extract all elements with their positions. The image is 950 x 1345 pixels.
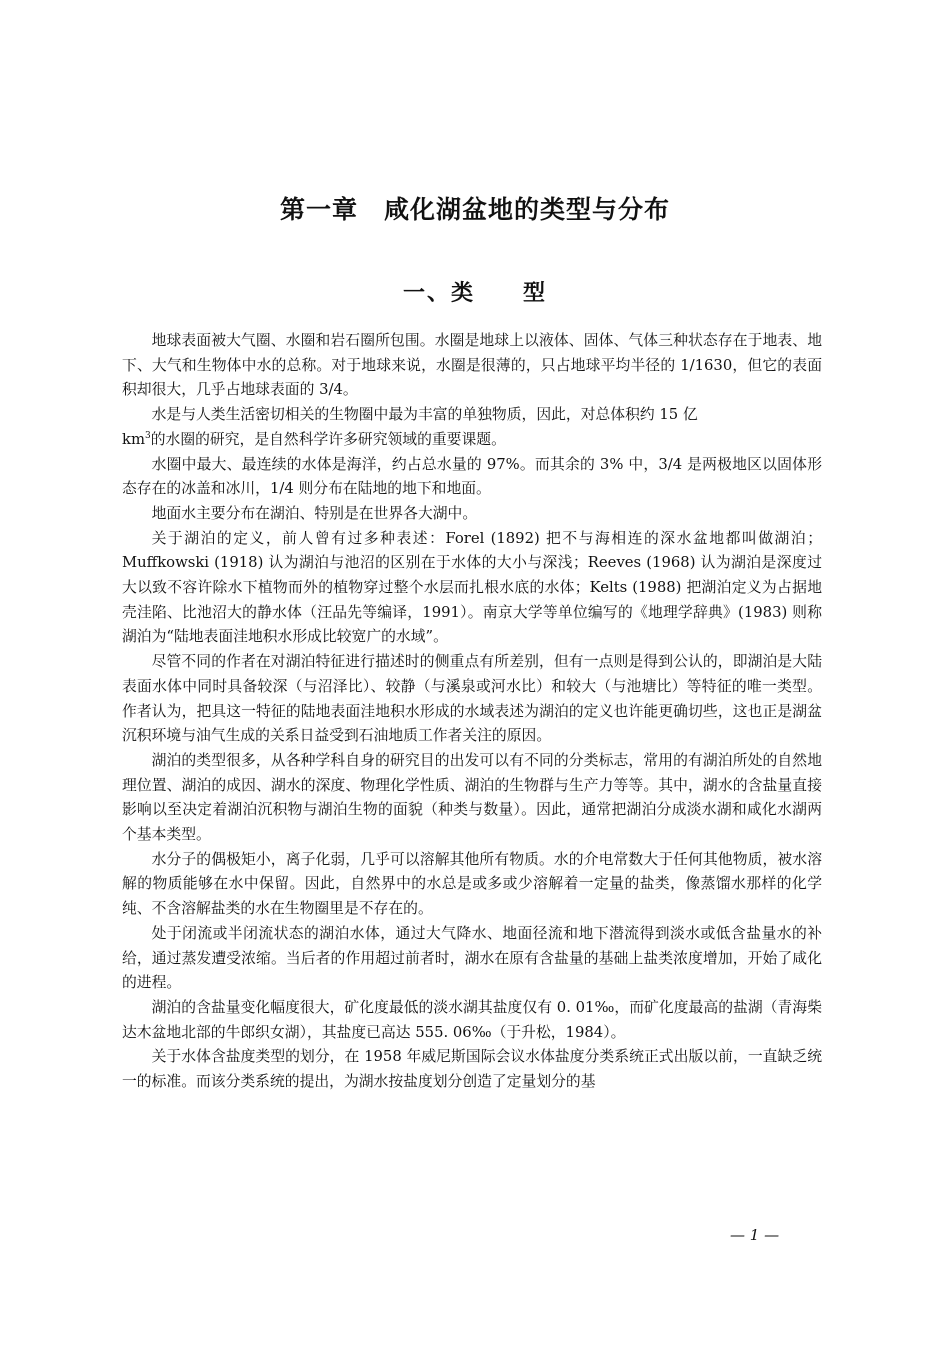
chapter-title: 第一章 咸化湖盆地的类型与分布 [279, 195, 670, 224]
paragraph-water-molecule: 水分子的偶极矩小，离子化弱，几乎可以溶解其他所有物质。水的介电常数大于任何其他物质，被水溶解的物质能够在水中保留。因此，自然界中的水总是或多或少溶解着一定量的盐类，像蒸馏水那样的化学纯、不含溶解盐类的水在生物圈里是不存在的。 [122, 850, 822, 918]
paragraph-hydrosphere: 地球表面被大气圈、水圈和岩石圈所包围。水圈是地球上以液体、固体、气体三种状态存在于地表、地下、大气和生物体中水的总称。对于地球来说，水圈是很薄的，只占地球平均半径的 1/1630，但它的表面积却很大，几乎占地球表面的 3/4。 [122, 332, 822, 399]
paragraph-ocean: 水圈中最大、最连续的水体是海洋，约占总水量的 97%。而其余的 3% 中，3/4 是两极地区以固体形态存在的冰盖和冰川，1/4 则分布在陆地的地下和地面。 [122, 455, 822, 498]
paragraph-classification: 关于水体含盐度类型的划分，在 1958 年威尼斯国际会议水体盐度分类系统正式出版以前，一直缺乏统一的标准。而该分类系统的提出，为湖水按盐度划分创造了定量划分的基 [122, 1048, 822, 1091]
paragraph-salinization: 处于闭流或半闭流状态的湖泊水体，通过大气降水、地面径流和地下潜流得到淡水或低含盐量水的补给，通过蒸发遭受浓缩。当后者的作用超过前者时，湖水在原有含盐量的基础上盐类浓度增加，开始了咸化的进程。 [122, 924, 822, 992]
paragraph-lake-features: 尽管不同的作者在对湖泊特征进行描述时的侧重点有所差别，但有一点则是得到公认的，即湖泊是大陆表面水体中同时具备较深（与沼泽比）、较静（与溪泉或河水比）和较大（与池塘比）等特征的唯一类型。作者认为，把具这一特征的陆地表面洼地积水形成的水域表述为湖泊的定义也许能更确切些，这也正是湖盆沉积环境与油气生成的关系日益受到石油地质工作者关注的原因。 [122, 653, 822, 745]
section-title: 一、类 型 [402, 280, 547, 306]
paragraph-salinity-range: 湖泊的含盐量变化幅度很大，矿化度最低的淡水湖其盐度仅有 0. 01‰，而矿化度最高的盐湖（青海柴达木盆地北部的牛郎织女湖），其盐度已高达 555. 06‰（于升松，1984）。 [122, 998, 822, 1041]
paragraph-water-resource [122, 403, 822, 452]
body-text [122, 329, 822, 1095]
paragraph-water-resource-text-2: 的水圈的研究，是自然科学许多研究领域的重要课题。 [150, 430, 506, 448]
paragraph-lake-definition: 关于湖泊的定义，前人曾有过多种表述：Forel (1892) 把不与海相连的深水盆地都叫做湖泊；Muffkowski (1918) 认为湖泊与池沼的区别在于水体的大小与深浅；Reeves (1968) 认为湖泊是深度过大以致不容许除水下植物而外的植物穿过整个水层而扎根水底的水体；Kelts (1988) 把湖泊定义为占据地壳洼陷、比池沼大的静水体（汪品先等编译，1991）。南京大学等单位编写的《地理学辞典》(1983) 则称湖泊为“陆地表面洼地积水形成比较宽广的水域”。 [122, 529, 822, 646]
paragraph-water-resource-text: 水是与人类生活密切相关的生物圈中最为丰富的单独物质，因此，对总体积约 15 亿 [151, 406, 698, 424]
paragraph-surface-water: 地面水主要分布在湖泊、特别是在世界各大湖中。 [151, 504, 478, 522]
unit-km: km [122, 430, 145, 448]
page-number: — 1 — [730, 1226, 780, 1244]
paragraph-lake-types: 湖泊的类型很多，从各种学科自身的研究目的出发可以有不同的分类标志，常用的有湖泊所处的自然地理位置、湖泊的成因、湖水的深度、物理化学性质、湖泊的生物群与生产力等等。其中，湖水的含盐量直接影响以至决定着湖泊沉积物与湖泊生物的面貌（种类与数量）。因此，通常把湖泊分成淡水湖和咸化水湖两个基本类型。 [122, 751, 822, 844]
unit-exponent: 3 [145, 430, 151, 441]
